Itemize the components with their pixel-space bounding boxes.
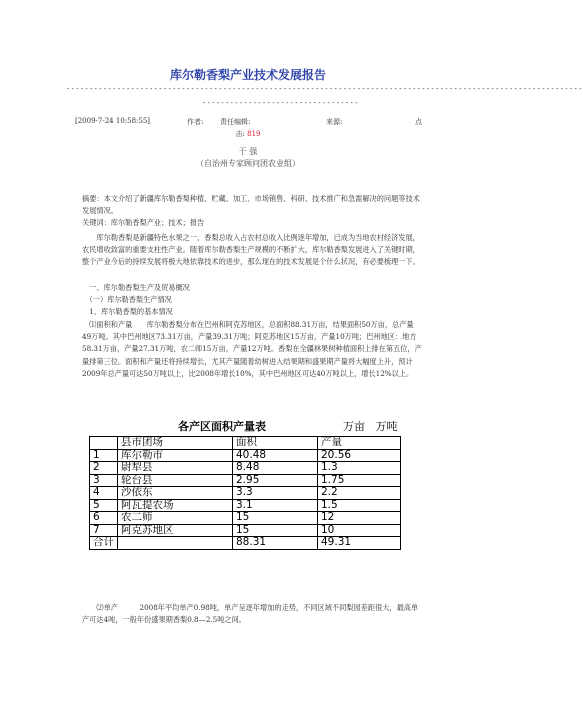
row-output: 10 (318, 524, 401, 537)
row-region: 沙依东 (118, 487, 233, 500)
table-units: 万亩 万吨 (343, 420, 398, 433)
table-row (90, 462, 401, 475)
author-org: （自治州专家顾问团农业组） (196, 159, 300, 168)
table-row (90, 499, 401, 512)
row-index: 1 (90, 449, 118, 462)
publish-date: [2009-7-24 10:58:55] (75, 117, 151, 125)
area-yield-table (89, 436, 401, 550)
row-area: 15 (233, 512, 318, 525)
row-region: 阿克苏地区 (118, 524, 233, 537)
header-area: 面积 (233, 437, 318, 450)
row-area: 3.3 (233, 487, 318, 500)
editor-label: 责任编辑: (220, 118, 251, 126)
table-row (90, 449, 401, 462)
row-output: 1.3 (318, 462, 401, 475)
row-output: 1.5 (318, 499, 401, 512)
divider-line: ---------------------------------------------------------------------------------------------------------------- (66, 85, 583, 93)
table-row (90, 512, 401, 525)
row-index: 7 (90, 524, 118, 537)
row-index: 2 (90, 462, 118, 475)
total-output: 49.31 (318, 537, 401, 550)
hits-count: 819 (247, 130, 261, 138)
row-output: 2.2 (318, 487, 401, 500)
table-row (90, 487, 401, 500)
row-output: 12 (318, 512, 401, 525)
divider-line-tail: ---------------------------------- (202, 99, 359, 107)
row-output: 20.56 (318, 449, 401, 462)
row-region: 尉犁县 (118, 462, 233, 475)
table-title: 各产区面积产量表 (178, 420, 266, 433)
table-row (90, 474, 401, 487)
row-index: 5 (90, 499, 118, 512)
row-index: 6 (90, 512, 118, 525)
header-index (90, 437, 118, 450)
table-header-row (90, 437, 401, 450)
row-output: 1.75 (318, 474, 401, 487)
header-output: 产量 (318, 437, 401, 450)
table-row (90, 524, 401, 537)
author-name: 于 强 (238, 147, 258, 156)
yield-paragraph: ⑵单产 2008年平均单产0.98吨，单产呈逐年增加的走势，不同区域不同梨园差距很大，最高单产可达4吨，一般年份盛果期香梨0.8—2.5吨之间。 (82, 603, 419, 625)
author-label: 作者: (187, 118, 204, 126)
total-area: 88.31 (233, 537, 318, 550)
total-label: 合计 (90, 537, 118, 550)
row-region: 农二师 (118, 512, 233, 525)
area-paragraph: ⑴面积和产量 库尔勒香梨分布在巴州和阿克苏地区，总面积88.31万亩，结果面积50万亩，总产量49万吨。其中巴州地区73.31万亩，产量39.31万吨；阿克苏地区15万亩，产量10万吨；巴州地区：地方58.31万亩，产量27.31万吨，农二师15万亩，产量12万吨。香梨在全疆林果树种植面积上排在第五位，产量排第三位。面积和产量还将持续增长，尤其产量随着幼树进入结果期和盛果期产量将大幅度上升，预计2009年总产量可达50万吨以上，比2008年增长10%，其中巴州地区可达40万吨以上，增长12%以上。 (82, 320, 422, 378)
row-area: 2.95 (233, 474, 318, 487)
article-title: 库尔勒香梨产业技术发展报告 (169, 68, 326, 82)
row-area: 40.48 (233, 449, 318, 462)
hits-label: 击: (235, 130, 245, 138)
source-label: 来源: (326, 118, 343, 126)
header-region: 县市团场 (118, 437, 233, 450)
hit-counter (0, 129, 496, 139)
row-index: 3 (90, 474, 118, 487)
row-index: 4 (90, 487, 118, 500)
row-region: 阿瓦提农场 (118, 499, 233, 512)
article-meta (75, 117, 421, 127)
intro-paragraph: 库尔勒香梨是新疆特色水果之一，香梨总收入占农村总收入比例逐年增加，已成为当地农村经济发展，农民增收致富的重要支柱性产业。随着库尔勒香梨生产规模的不断扩大，库尔勒香梨发展进入了关键时期，整个产业今后的持续发展将极大地依靠技术的进步，那么现在的技术发展是个什么状况，有必要梳理一下。 (82, 233, 420, 267)
row-area: 3.1 (233, 499, 318, 512)
abstract: 摘要：本文介绍了新疆库尔勒香梨种植、贮藏、加工、市场销售、科研、技术推广和急需解决的问题等技术发展情况。 关键词：库尔勒香梨产业；技术；报告 (82, 194, 420, 228)
hits-prefix-label: 点 (415, 118, 422, 126)
row-area: 8.48 (233, 462, 318, 475)
total-region (118, 537, 233, 550)
row-region: 轮台县 (118, 474, 233, 487)
row-area: 15 (233, 524, 318, 537)
section-headings: 一、库尔勒香梨生产及贸易概况 （一）库尔勒香梨生产情况 1、库尔勒香梨的基本情况 (89, 283, 190, 317)
table-total-row (90, 537, 401, 550)
row-region: 库尔勒市 (118, 449, 233, 462)
